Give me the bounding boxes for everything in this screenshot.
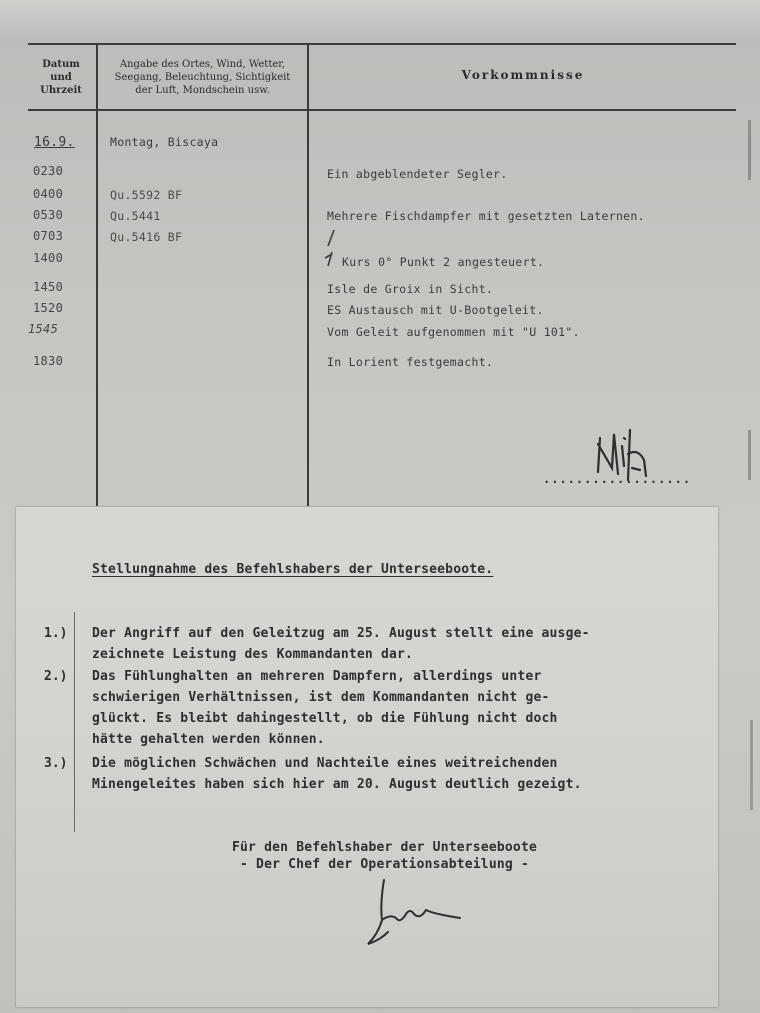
- header-date-time: Datum und Uhrzeit: [40, 59, 82, 96]
- item-line: Minengeleites haben sich hier am 20. August deutlich gezeigt.: [92, 777, 582, 792]
- header-location-weather: Angabe des Ortes, Wind, Wetter, Seegang, Beleuchtung, Sichtigkeit der Luft, Mondschein usw.: [114, 59, 291, 96]
- log-event: Isle de Groix in Sicht.: [327, 282, 494, 296]
- log-event: In Lorient festgemacht.: [327, 355, 494, 369]
- column-divider-2: [307, 44, 309, 506]
- signature-icon: [588, 420, 668, 500]
- log-event: Mehrere Fischdampfer mit gesetzten Laternen.: [327, 209, 645, 223]
- item-number: 2.): [44, 669, 68, 684]
- log-time: 0400: [33, 187, 64, 201]
- log-time: 0230: [33, 164, 64, 178]
- log-event: Vom Geleit aufgenommen mit "U 101".: [327, 325, 580, 339]
- item-number: 1.): [44, 626, 68, 641]
- log-event: ES Austausch mit U-Bootgeleit.: [327, 303, 544, 317]
- log-location: Qu.5592 BF: [110, 188, 183, 202]
- log-time: 1545: [28, 322, 59, 336]
- signature-icon: [360, 874, 470, 954]
- edge-mark: [748, 430, 751, 480]
- edge-mark: [748, 120, 751, 180]
- log-time: 1400: [33, 251, 64, 265]
- item-line: Das Fühlunghalten an mehreren Dampfern, allerdings unter: [92, 669, 542, 684]
- table-top-rule: [28, 43, 736, 45]
- log-time: 0703: [33, 229, 64, 243]
- log-time: 0530: [33, 208, 64, 222]
- item-line: glückt. Es bleibt dahingestellt, ob die Fühlung nicht doch: [92, 711, 558, 726]
- table-header-rule: [28, 109, 736, 111]
- log-day-location: Montag, Biscaya: [110, 135, 219, 149]
- edge-mark: [750, 720, 753, 810]
- log-date: 16.9.: [34, 135, 75, 150]
- item-line: zeichnete Leistung des Kommandanten dar.: [92, 647, 414, 662]
- closing-line-1: Für den Befehlshaber der Unterseeboote: [232, 840, 538, 855]
- column-divider-1: [96, 44, 98, 506]
- log-location: Qu.5416 BF: [110, 230, 183, 244]
- log-event: Kurs 0° Punkt 2 angesteuert.: [342, 255, 545, 269]
- statement-title: Stellungnahme des Befehlshabers der Unterseeboote.: [92, 562, 494, 577]
- closing-line-2: - Der Chef der Operationsabteilung -: [240, 857, 529, 872]
- item-number: 3.): [44, 756, 68, 771]
- item-line: Die möglichen Schwächen und Nachteile eines weitreichenden: [92, 756, 558, 771]
- log-location: Qu.5441: [110, 209, 161, 223]
- log-time: 1830: [33, 354, 64, 368]
- header-events: Vorkommnisse: [461, 68, 585, 82]
- item-line: schwierigen Verhältnissen, ist dem Kommandanten nicht ge-: [92, 690, 550, 705]
- signature-dots: ..................: [543, 472, 692, 486]
- log-event: Ein abgeblendeter Segler.: [327, 167, 508, 181]
- item-line: hätte gehalten werden können.: [92, 732, 325, 747]
- statement-margin-line: [74, 612, 75, 832]
- log-time: 1450: [33, 280, 64, 294]
- pencil-mark-icon: [322, 228, 340, 268]
- log-time: 1520: [33, 301, 64, 315]
- item-line: Der Angriff auf den Geleitzug am 25. August stellt eine ausge-: [92, 626, 590, 641]
